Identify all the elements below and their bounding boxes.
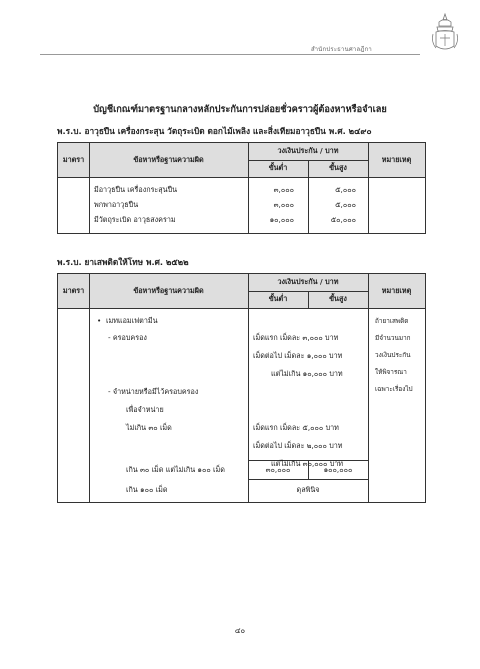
col-header-note: หมายเหตุ [381,286,412,295]
table-row-offense: เกิน ๓๐ เม็ด แต่ไม่เกิน ๑๐๐ เม็ด [126,465,225,474]
table-row-max: ๕,๐๐๐ [335,200,356,209]
col-header-section: มาตรา [62,286,85,295]
bullet-icon: • [97,316,102,325]
table-row-min: ๓,๐๐๐ [273,185,294,194]
section2-title: พ.ร.บ. ยาเสพติดให้โทษ พ.ศ. ๒๕๒๒ [57,257,189,267]
note-line: มีจำนวนมาก [375,334,411,342]
table-row-min: ๑๐,๐๐๐ [269,215,294,224]
col-header-min: ขั้นต่ำ [268,163,288,172]
amount-line: แต่ไม่เกิน ๑๐,๐๐๐ บาท [271,369,343,378]
table-row-max: ๑๐๐,๐๐๐ [323,465,353,474]
court-emblem-icon [430,12,460,54]
table-row-amount: ดุลพินิจ [296,485,320,494]
section2-table [57,273,426,503]
table-row-offense: มีวัตถุระเบิด อาวุธสงคราม [94,215,176,224]
col-header-note: หมายเหตุ [381,155,412,164]
sub-item-distribute: - จำหน่ายหรือมีไว้ครอบครอง [108,387,199,396]
amount-line: เม็ดต่อไป เม็ดละ ๑,๐๐๐ บาท [253,351,343,360]
item-title: เมทแอมเฟตามีน [106,316,158,325]
note-line: วงเงินประกัน [375,351,411,359]
col-header-max: ขั้นสูง [329,294,347,303]
note-line: เฉพาะเรื่องไป [375,385,413,393]
page-number: ๔๐ [234,626,246,635]
table-row-max: ๕,๐๐๐ [335,185,356,194]
col-header-amount: วงเงินประกัน / บาท [277,146,339,155]
amount-line: เม็ดแรก เม็ดละ ๓,๐๐๐ บาท [253,333,339,342]
amount-line: เม็ดต่อไป เม็ดละ ๒,๐๐๐ บาท [253,441,343,450]
col-header-offense: ข้อหาหรือฐานความผิด [133,286,204,295]
amount-line: แต่ไม่เกิน ๓๐,๐๐๐ บาท [271,459,344,468]
section1-table [57,142,426,234]
table-row-max: ๕๐,๐๐๐ [330,215,356,224]
col-header-max: ขั้นสูง [329,163,347,172]
table-row-offense: พกพาอาวุธปืน [94,200,139,209]
col-header-offense: ข้อหาหรือฐานความผิด [133,155,204,164]
table-row-min: ๓๐,๐๐๐ [265,465,291,474]
amount-line: เม็ดแรก เม็ดละ ๕,๐๐๐ บาท [253,423,339,432]
table-row-offense: เกิน ๑๐๐ เม็ด [126,485,168,494]
sub-item-possess: - ครอบครอง [108,333,147,342]
table-row-min: ๓,๐๐๐ [273,200,294,209]
note-line: ให้พิจารณา [375,368,407,376]
col-header-min: ขั้นต่ำ [268,294,288,303]
header-organization-name: สำนักประธานศาลฎีกา [310,46,372,53]
section1-title: พ.ร.บ. อาวุธปืน เครื่องกระสุน วัตถุระเบิด ดอกไม้เพลิง และสิ่งเทียมอาวุธปืน พ.ศ. ๒๔๙๐ [57,126,372,136]
sub-item-distribute-cont: เพื่อจำหน่าย [126,405,164,414]
note-line: ถ้ายาเสพติด [375,317,409,325]
header-rule [40,54,420,55]
page-title: บัญชีเกณฑ์มาตรฐานกลางหลักประกันการปล่อยชั่วคราวผู้ต้องหาหรือจำเลย [93,104,387,115]
col-header-amount: วงเงินประกัน / บาท [277,277,339,286]
table-row-offense: มีอาวุธปืน เครื่องกระสุนปืน [94,185,178,194]
col-header-section: มาตรา [62,155,85,164]
sub-item-limit: ไม่เกิน ๓๐ เม็ด [126,423,172,432]
